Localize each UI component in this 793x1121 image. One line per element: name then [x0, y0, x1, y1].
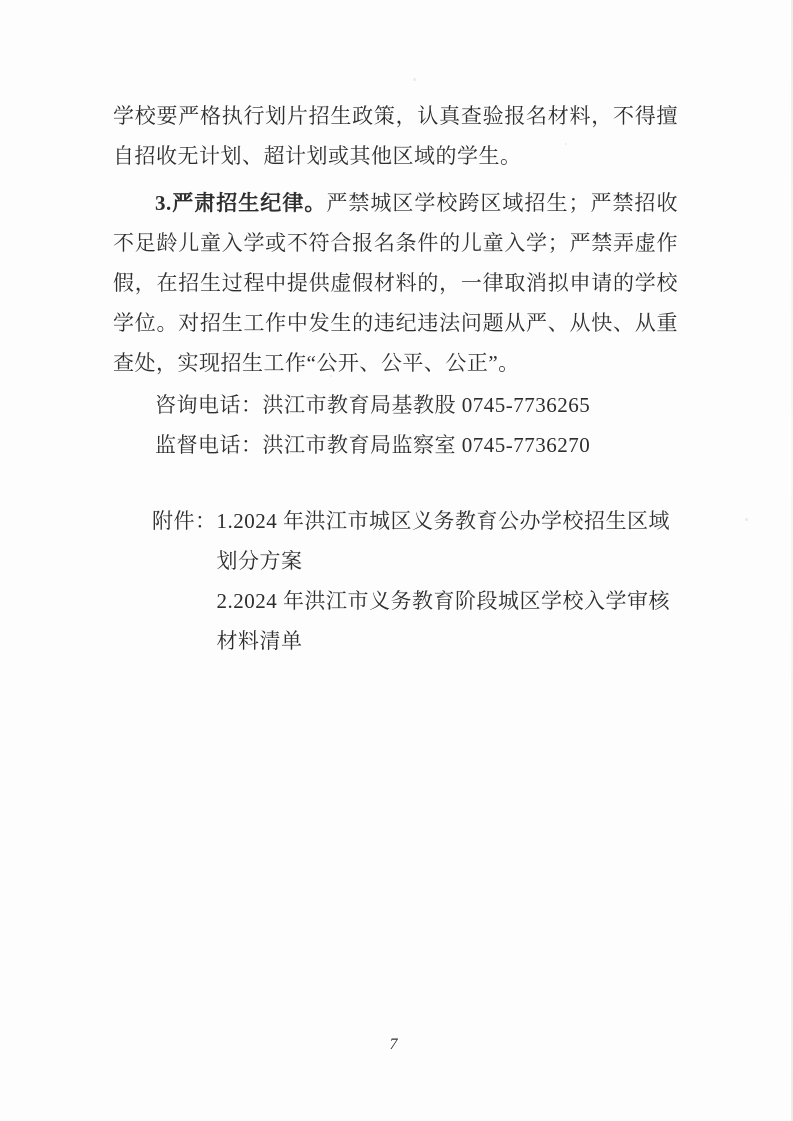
attachments-block	[152, 501, 678, 661]
scan-speck	[330, 375, 332, 377]
scan-speck	[565, 143, 567, 145]
paragraph-discipline-lead: 3.严肃招生纪律。	[155, 191, 327, 215]
attachments-label: 附件：	[152, 509, 217, 533]
paragraph-discipline-body: 严禁城区学校跨区域招生；严禁招收不足龄儿童入学或不符合报名条件的儿童入学；严禁弄虚作假，在招生过程中提供虚假材料的，一律取消拟申请的学校学位。对招生工作中发生的违纪违法问题从严、从快、从重查处，实现招生工作“公开、公平、公正”。	[113, 191, 679, 375]
scan-speck	[745, 518, 748, 521]
supervision-phone-line: 监督电话：洪江市教育局监察室 0745-7736270	[155, 433, 591, 457]
paragraph-continuation: 学校要严格执行划片招生政策，认真查验报名材料，不得擅自招收无计划、超计划或其他区域的学生。	[113, 104, 678, 168]
page-number: 7	[389, 1036, 398, 1053]
attachment-item-1: 1.2024 年洪江市城区义务教育公办学校招生区域划分方案	[216, 509, 670, 573]
attachment-item-2: 2.2024 年洪江市义务教育阶段城区学校入学审核材料清单	[216, 589, 670, 653]
paragraph-discipline	[113, 183, 678, 383]
attachments-list	[217, 501, 679, 661]
consult-phone-line: 咨询电话：洪江市教育局基教股 0745-7736265	[155, 393, 591, 417]
scan-speck	[413, 78, 416, 81]
